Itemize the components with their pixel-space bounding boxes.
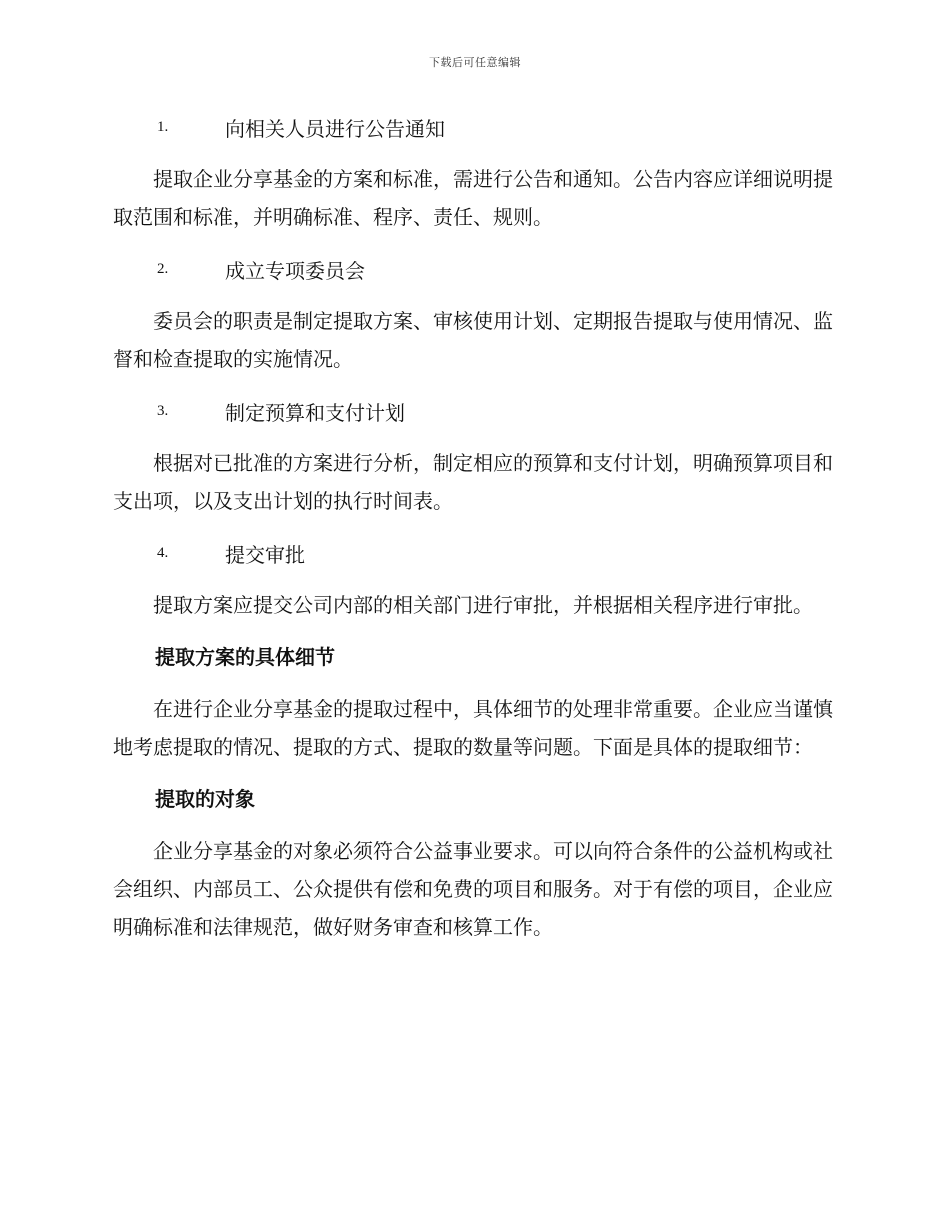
paragraph: 委员会的职责是制定提取方案、审核使用计划、定期报告提取与使用情况、监督和检查提取的实施情况。: [113, 309, 833, 371]
list-heading: 向相关人员进行公告通知: [225, 116, 445, 141]
page-header: 下载后可任意编辑: [429, 56, 521, 69]
paragraph: 根据对已批准的方案进行分析，制定相应的预算和支付计划，明确预算项目和支出项，以及支出计划的执行时间表。: [113, 451, 833, 513]
paragraph: 在进行企业分享基金的提取过程中，具体细节的处理非常重要。企业应当谨慎地考虑提取的情况、提取的方式、提取的数量等问题。下面是具体的提取细节：: [113, 697, 833, 759]
list-heading: 制定预算和支付计划: [225, 400, 405, 425]
list-item-3: [113, 392, 833, 430]
section-heading: 提取方案的具体细节: [155, 645, 335, 669]
section-heading: 提取的对象: [155, 787, 255, 811]
list-number: 1.: [157, 118, 169, 135]
list-item-4: [113, 534, 833, 572]
list-item-1: [113, 108, 833, 146]
list-number: 2.: [157, 260, 169, 277]
document-body: [113, 108, 833, 960]
paragraph: 企业分享基金的对象必须符合公益事业要求。可以向符合条件的公益机构或社会组织、内部员工、公众提供有偿和免费的项目和服务。对于有偿的项目，企业应明确标准和法律规范，做好财务审查和核算工作。: [113, 839, 833, 939]
list-heading: 提交审批: [225, 542, 305, 567]
list-item-2: [113, 250, 833, 288]
list-heading: 成立专项委员会: [225, 258, 365, 283]
list-number: 3.: [157, 402, 169, 419]
list-number: 4.: [157, 544, 169, 561]
paragraph: 提取企业分享基金的方案和标准，需进行公告和通知。公告内容应详细说明提取范围和标准，并明确标准、程序、责任、规则。: [113, 167, 833, 229]
paragraph: 提取方案应提交公司内部的相关部门进行审批，并根据相关程序进行审批。: [153, 593, 813, 617]
